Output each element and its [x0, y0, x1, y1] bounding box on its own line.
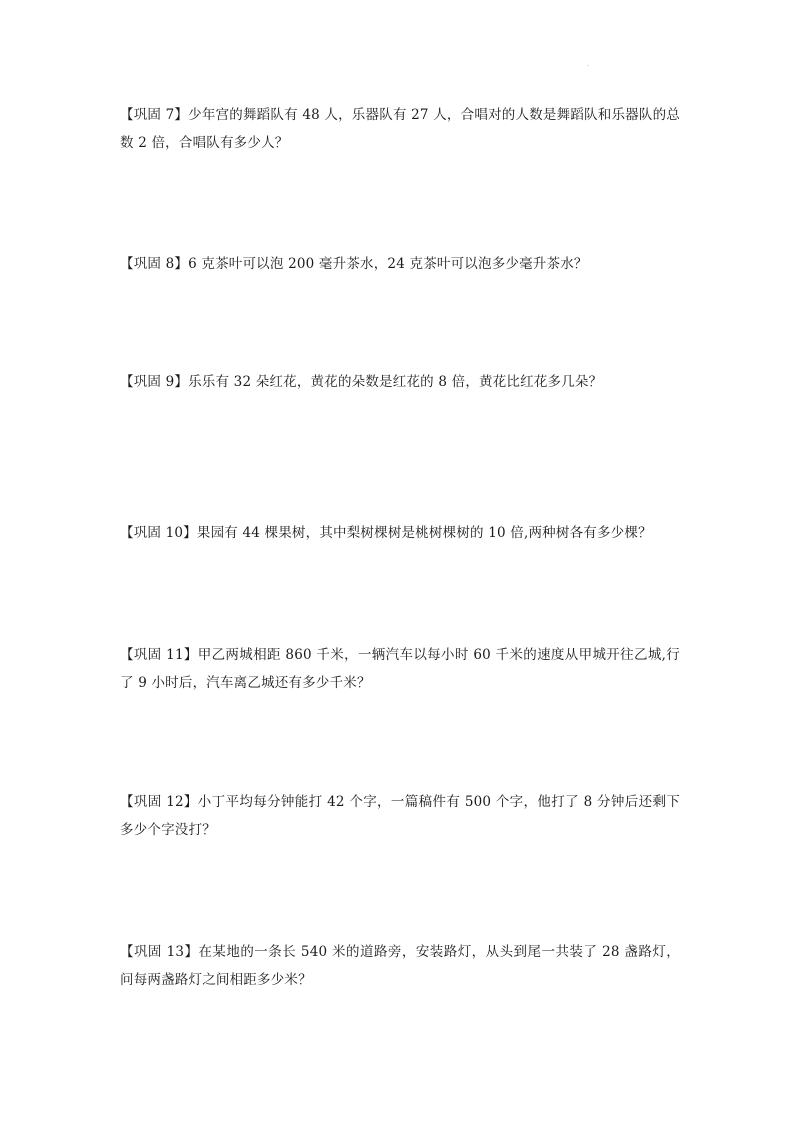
problem-label: 【巩固 7】	[120, 107, 189, 123]
problem-text: 6 克茶叶可以泡 200 毫升茶水，24 克茶叶可以泡多少毫升茶水？	[188, 256, 588, 272]
problem-text: 果园有 44 棵果树，其中梨树棵树是桃树棵树的 10 倍,两种树各有多少棵？	[196, 525, 652, 541]
problem-label: 【巩固 8】	[120, 256, 189, 272]
problem-label: 【巩固 10】	[120, 525, 197, 541]
problem-text: 小丁平均每分钟能打 42 个字，一篇稿件有 500 个字，他打了 8 分钟后还剩下多少个字没打？	[120, 794, 680, 838]
problem-text: 乐乐有 32 朵红花，黄花的朵数是红花的 8 倍，黄花比红花多几朵？	[188, 374, 603, 390]
problem-13	[120, 938, 680, 994]
problem-9	[120, 368, 680, 396]
problem-label: 【巩固 11】	[120, 647, 198, 663]
corner-mark: .	[587, 61, 589, 68]
problem-label: 【巩固 9】	[120, 374, 189, 390]
problem-12	[120, 788, 680, 844]
problem-10	[120, 519, 680, 547]
problem-11	[120, 641, 680, 697]
problem-label: 【巩固 12】	[120, 794, 198, 810]
problem-text: 在某地的一条长 540 米的道路旁，安装路灯，从头到尾一共装了 28 盏路灯，问每两盏路灯之间相距多少米？	[120, 944, 680, 988]
problem-8	[120, 250, 680, 278]
problem-text: 甲乙两城相距 860 千米，一辆汽车以每小时 60 千米的速度从甲城开往乙城,行了 9 小时后，汽车离乙城还有多少千米？	[120, 647, 680, 691]
problem-text: 少年宫的舞蹈队有 48 人，乐器队有 27 人，合唱对的人数是舞蹈队和乐器队的总数 2 倍，合唱队有多少人？	[120, 107, 680, 151]
problem-label: 【巩固 13】	[120, 944, 199, 960]
problem-7	[120, 101, 680, 157]
